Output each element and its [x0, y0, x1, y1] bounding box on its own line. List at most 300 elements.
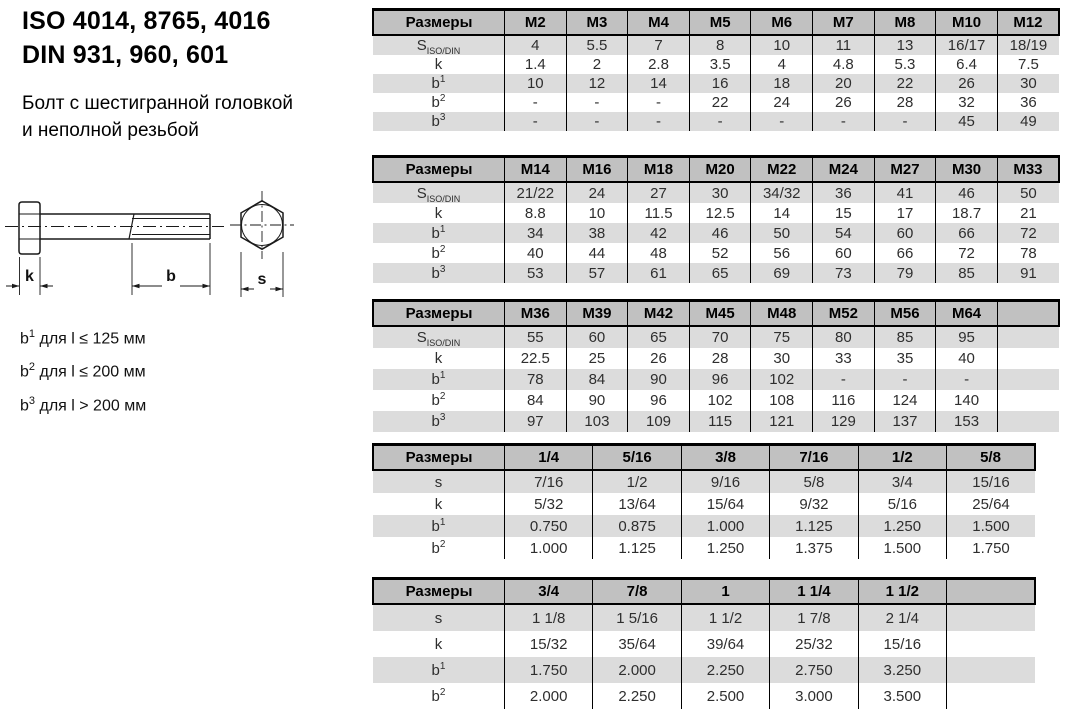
bolt-end-view — [230, 191, 294, 259]
value-cell: 0.750 — [505, 515, 593, 537]
table-metric-m14-m33 — [372, 155, 1060, 283]
col-header-M10: M10 — [936, 10, 998, 36]
row-label-base: b — [431, 264, 440, 282]
value-cell — [997, 369, 1059, 390]
value-cell: 11.5 — [628, 203, 690, 223]
value-cell: 35/64 — [593, 631, 681, 657]
value-cell: 21/22 — [505, 182, 567, 203]
footnote-b2-base: b — [20, 363, 29, 381]
row-label-base: b — [431, 392, 440, 409]
col-header-7-8: 7/8 — [593, 579, 681, 605]
value-cell: 9/32 — [770, 493, 858, 515]
value-cell: 45 — [936, 112, 998, 131]
value-cell: 129 — [813, 411, 875, 432]
row-label-k — [373, 348, 505, 369]
row-label-base: s — [434, 609, 443, 627]
value-cell: 10 — [566, 203, 628, 223]
col-header-M36: M36 — [505, 301, 567, 327]
table-wrap-m2-m12 — [372, 8, 1060, 131]
value-cell: 102 — [751, 369, 813, 390]
value-cell: 24 — [566, 182, 628, 203]
value-cell: 33 — [813, 348, 875, 369]
col-header-M8: M8 — [874, 10, 936, 36]
row-label-base: b — [431, 413, 440, 430]
row-label-k — [373, 493, 505, 515]
row-label-b1 — [373, 657, 505, 683]
value-cell: 16/17 — [936, 35, 998, 55]
table-row — [373, 631, 1035, 657]
value-cell: 1.000 — [505, 537, 593, 559]
table-header-row — [373, 445, 1035, 471]
footnote-b2-sup: 2 — [28, 361, 36, 374]
col-header-1-2: 1/2 — [858, 445, 946, 471]
value-cell: 2.750 — [770, 657, 858, 683]
row-label-superscript: 1 — [439, 370, 446, 381]
row-label-base: k — [434, 56, 443, 73]
value-cell: 153 — [936, 411, 998, 432]
value-cell: 7/16 — [505, 470, 593, 493]
value-cell — [947, 657, 1035, 683]
value-cell: 14 — [751, 203, 813, 223]
value-cell: 55 — [505, 326, 567, 348]
row-label-S-sub — [373, 326, 505, 348]
value-cell: 124 — [874, 390, 936, 411]
col-header-M33: M33 — [997, 157, 1059, 183]
col-header-empty — [947, 579, 1035, 605]
row-label-superscript: 2 — [439, 391, 446, 402]
dim-label-s: s — [257, 271, 267, 288]
table-wrap-imperial-large — [372, 577, 1036, 709]
row-label-base: b — [431, 244, 440, 262]
row-label-b2 — [373, 683, 505, 709]
value-cell: 72 — [997, 223, 1059, 243]
value-cell: 50 — [997, 182, 1059, 203]
value-cell: 35 — [874, 348, 936, 369]
row-label-base: b — [431, 687, 440, 705]
value-cell: 7 — [628, 35, 690, 55]
row-label-b2 — [373, 93, 505, 112]
value-cell: 1.250 — [681, 537, 769, 559]
row-label-b1 — [373, 223, 505, 243]
table-header-row — [373, 301, 1059, 327]
table-row — [373, 182, 1059, 203]
value-cell: 16 — [689, 74, 751, 93]
value-cell: 121 — [751, 411, 813, 432]
footnote-b1 — [20, 320, 146, 353]
value-cell — [997, 348, 1059, 369]
row-label-subscript: ISO/DIN — [426, 193, 461, 204]
value-cell: 102 — [689, 390, 751, 411]
col-header-M5: M5 — [689, 10, 751, 36]
value-cell: 90 — [628, 369, 690, 390]
value-cell: 25/64 — [947, 493, 1035, 515]
col-header-M18: M18 — [628, 157, 690, 183]
value-cell: 57 — [566, 263, 628, 283]
col-header-M4: M4 — [628, 10, 690, 36]
value-cell: 2.250 — [681, 657, 769, 683]
value-cell — [997, 390, 1059, 411]
table-row — [373, 112, 1059, 131]
value-cell: 84 — [505, 390, 567, 411]
col-header-M52: M52 — [813, 301, 875, 327]
table-metric-m2-m12 — [372, 8, 1060, 131]
col-header-M14: M14 — [505, 157, 567, 183]
value-cell: 60 — [566, 326, 628, 348]
value-cell: 1 1/2 — [681, 604, 769, 631]
row-label-b1 — [373, 74, 505, 93]
value-cell: - — [628, 112, 690, 131]
value-cell: 54 — [813, 223, 875, 243]
table-row — [373, 243, 1059, 263]
value-cell: 5/8 — [770, 470, 858, 493]
value-cell: 1.750 — [947, 537, 1035, 559]
row-label-b2 — [373, 243, 505, 263]
col-header-1: 1 — [681, 579, 769, 605]
footnote-b2 — [20, 353, 146, 386]
value-cell: 66 — [874, 243, 936, 263]
value-cell: 84 — [566, 369, 628, 390]
col-header-1-4: 1/4 — [505, 445, 593, 471]
row-label-S-sub — [373, 182, 505, 203]
value-cell: 21 — [997, 203, 1059, 223]
row-label-superscript: 3 — [439, 263, 446, 275]
row-label-b1 — [373, 515, 505, 537]
value-cell: 115 — [689, 411, 751, 432]
value-cell: - — [689, 112, 751, 131]
value-cell: - — [936, 369, 998, 390]
header-sizes-label: Размеры — [373, 579, 505, 605]
value-cell: 44 — [566, 243, 628, 263]
row-label-b2 — [373, 537, 505, 559]
value-cell: 1.375 — [770, 537, 858, 559]
col-header-1-1-4: 1 1/4 — [770, 579, 858, 605]
value-cell: 22.5 — [505, 348, 567, 369]
col-header-M27: M27 — [874, 157, 936, 183]
row-label-superscript: 3 — [439, 412, 446, 423]
value-cell: 40 — [505, 243, 567, 263]
row-label-base: b — [431, 113, 440, 130]
value-cell: 10 — [751, 35, 813, 55]
footnote-b3-text: для l > 200 мм — [39, 396, 147, 414]
value-cell: - — [874, 369, 936, 390]
row-label-superscript: 2 — [439, 686, 446, 698]
value-cell: 38 — [566, 223, 628, 243]
value-cell: 8 — [689, 35, 751, 55]
value-cell: 20 — [813, 74, 875, 93]
value-cell: 1 5/16 — [593, 604, 681, 631]
table-row — [373, 55, 1059, 74]
value-cell — [947, 683, 1035, 709]
value-cell: 15/16 — [947, 470, 1035, 493]
value-cell: 103 — [566, 411, 628, 432]
footnote-b2-text: для l ≤ 200 мм — [39, 363, 146, 381]
row-label-superscript: 1 — [439, 660, 446, 672]
table-row — [373, 604, 1035, 631]
value-cell: 2.8 — [628, 55, 690, 74]
value-cell: 108 — [751, 390, 813, 411]
col-header-M30: M30 — [936, 157, 998, 183]
table-header-row — [373, 10, 1059, 36]
value-cell: 15/16 — [858, 631, 946, 657]
value-cell: 66 — [936, 223, 998, 243]
value-cell: 73 — [813, 263, 875, 283]
value-cell: 12 — [566, 74, 628, 93]
value-cell: 17 — [874, 203, 936, 223]
value-cell: - — [813, 112, 875, 131]
value-cell: 46 — [936, 182, 998, 203]
bolt-drawing-svg — [0, 185, 370, 323]
value-cell: 5/32 — [505, 493, 593, 515]
table-row — [373, 223, 1059, 243]
value-cell: 24 — [751, 93, 813, 112]
standard-iso-title: ISO 4014, 8765, 4016 — [22, 7, 271, 35]
row-label-base: k — [434, 204, 443, 222]
value-cell: 1.4 — [505, 55, 567, 74]
col-header-M64: M64 — [936, 301, 998, 327]
value-cell: 1.500 — [947, 515, 1035, 537]
row-label-superscript: 2 — [439, 93, 446, 104]
value-cell: 56 — [751, 243, 813, 263]
row-label-base: k — [434, 635, 443, 653]
value-cell: 85 — [936, 263, 998, 283]
row-label-k — [373, 55, 505, 74]
value-cell: 5.5 — [566, 35, 628, 55]
col-header-empty — [997, 301, 1059, 327]
col-header-M20: M20 — [689, 157, 751, 183]
row-label-base: k — [434, 495, 443, 513]
value-cell — [997, 326, 1059, 348]
value-cell: 26 — [936, 74, 998, 93]
value-cell: 3.000 — [770, 683, 858, 709]
row-label-base: b — [431, 75, 440, 92]
value-cell: 1 1/8 — [505, 604, 593, 631]
value-cell: 26 — [813, 93, 875, 112]
table-row — [373, 470, 1035, 493]
value-cell: 39/64 — [681, 631, 769, 657]
standard-din-title: DIN 931, 960, 601 — [22, 41, 229, 69]
value-cell: 109 — [628, 411, 690, 432]
value-cell — [997, 411, 1059, 432]
dimension-b — [132, 243, 210, 295]
value-cell: 2.500 — [681, 683, 769, 709]
table-metric-m36-m64 — [372, 299, 1060, 432]
value-cell: 85 — [874, 326, 936, 348]
value-cell: 75 — [751, 326, 813, 348]
value-cell: 18 — [751, 74, 813, 93]
value-cell: 97 — [505, 411, 567, 432]
value-cell: 2 — [566, 55, 628, 74]
value-cell: 1.750 — [505, 657, 593, 683]
value-cell: 25 — [566, 348, 628, 369]
footnote-b3-base: b — [20, 396, 29, 414]
value-cell: 65 — [689, 263, 751, 283]
col-header-7-16: 7/16 — [770, 445, 858, 471]
table-row — [373, 515, 1035, 537]
value-cell: 42 — [628, 223, 690, 243]
footnote-b1-text: для l ≤ 125 мм — [39, 330, 146, 348]
value-cell: 34/32 — [751, 182, 813, 203]
value-cell: 10 — [505, 74, 567, 93]
table-row — [373, 683, 1035, 709]
col-header-5-16: 5/16 — [593, 445, 681, 471]
value-cell: 13 — [874, 35, 936, 55]
col-header-M39: M39 — [566, 301, 628, 327]
value-cell: - — [813, 369, 875, 390]
header-sizes-label: Размеры — [373, 301, 505, 327]
dim-label-b: b — [166, 268, 176, 285]
value-cell: 0.875 — [593, 515, 681, 537]
value-cell: 36 — [997, 93, 1059, 112]
col-header-M45: M45 — [689, 301, 751, 327]
value-cell: 96 — [689, 369, 751, 390]
row-label-b3 — [373, 411, 505, 432]
col-header-3-8: 3/8 — [681, 445, 769, 471]
value-cell: 25/32 — [770, 631, 858, 657]
row-label-subscript: ISO/DIN — [426, 46, 461, 56]
col-header-M12: M12 — [997, 10, 1059, 36]
value-cell: 36 — [813, 182, 875, 203]
value-cell: 2 1/4 — [858, 604, 946, 631]
value-cell: 7.5 — [997, 55, 1059, 74]
value-cell: 91 — [997, 263, 1059, 283]
bolt-side-view — [5, 202, 224, 254]
bolt-technical-drawing — [0, 185, 370, 323]
row-label-superscript: 2 — [439, 243, 446, 255]
col-header-M16: M16 — [566, 157, 628, 183]
value-cell: 72 — [936, 243, 998, 263]
value-cell: 61 — [628, 263, 690, 283]
value-cell: 11 — [813, 35, 875, 55]
value-cell: 2.000 — [593, 657, 681, 683]
value-cell: 78 — [505, 369, 567, 390]
value-cell: 9/16 — [681, 470, 769, 493]
value-cell: 78 — [997, 243, 1059, 263]
value-cell: 15/64 — [681, 493, 769, 515]
row-label-s — [373, 604, 505, 631]
value-cell: 1.000 — [681, 515, 769, 537]
value-cell: 65 — [628, 326, 690, 348]
value-cell: 15 — [813, 203, 875, 223]
value-cell: 50 — [751, 223, 813, 243]
value-cell: 1 7/8 — [770, 604, 858, 631]
value-cell: 30 — [751, 348, 813, 369]
col-header-M22: M22 — [751, 157, 813, 183]
table-imperial-quarter-to-5-8 — [372, 443, 1036, 559]
value-cell: 12.5 — [689, 203, 751, 223]
value-cell: 90 — [566, 390, 628, 411]
col-header-M7: M7 — [813, 10, 875, 36]
value-cell: 28 — [874, 93, 936, 112]
table-row — [373, 493, 1035, 515]
row-label-k — [373, 631, 505, 657]
col-header-M3: M3 — [566, 10, 628, 36]
subtitle-block — [22, 90, 293, 144]
value-cell: - — [505, 93, 567, 112]
value-cell: 18/19 — [997, 35, 1059, 55]
value-cell: 30 — [689, 182, 751, 203]
footnote-b3-sup: 3 — [28, 394, 36, 407]
col-header-M2: M2 — [505, 10, 567, 36]
bolt-description-line1: Болт с шестигранной головкой — [22, 93, 293, 114]
value-cell: 69 — [751, 263, 813, 283]
dimension-k — [6, 257, 53, 295]
table-row — [373, 74, 1059, 93]
value-cell: 6.4 — [936, 55, 998, 74]
value-cell: 53 — [505, 263, 567, 283]
table-row — [373, 93, 1059, 112]
col-header-5-8: 5/8 — [947, 445, 1035, 471]
value-cell: 4 — [505, 35, 567, 55]
value-cell: - — [751, 112, 813, 131]
table-row — [373, 411, 1059, 432]
value-cell: 8.8 — [505, 203, 567, 223]
value-cell: 116 — [813, 390, 875, 411]
value-cell: 140 — [936, 390, 998, 411]
footnotes-block — [20, 320, 146, 420]
value-cell: 52 — [689, 243, 751, 263]
value-cell: 3.5 — [689, 55, 751, 74]
footnote-b1-sup: 1 — [28, 328, 36, 340]
row-label-base: b — [431, 661, 440, 679]
value-cell: 79 — [874, 263, 936, 283]
table-row — [373, 203, 1059, 223]
row-label-superscript: 1 — [439, 223, 446, 235]
col-header-M24: M24 — [813, 157, 875, 183]
table-wrap-m36-m64 — [372, 299, 1060, 432]
bolt-description-line2: и неполной резьбой — [22, 120, 199, 141]
value-cell: 15/32 — [505, 631, 593, 657]
value-cell: 5.3 — [874, 55, 936, 74]
footnote-b1-base: b — [20, 330, 29, 348]
value-cell: 80 — [813, 326, 875, 348]
value-cell: 1.500 — [858, 537, 946, 559]
table-wrap-imperial-small — [372, 443, 1036, 559]
col-header-M6: M6 — [751, 10, 813, 36]
value-cell: 96 — [628, 390, 690, 411]
value-cell: 70 — [689, 326, 751, 348]
table-row — [373, 263, 1059, 283]
row-label-superscript: 2 — [439, 538, 446, 550]
value-cell: 14 — [628, 74, 690, 93]
value-cell: 3.500 — [858, 683, 946, 709]
header-sizes-label: Размеры — [373, 10, 505, 36]
value-cell: - — [874, 112, 936, 131]
row-label-base: k — [434, 350, 443, 367]
row-label-superscript: 3 — [439, 112, 446, 123]
value-cell: 48 — [628, 243, 690, 263]
value-cell: - — [566, 112, 628, 131]
row-label-base: b — [431, 371, 440, 388]
row-label-base: b — [431, 539, 440, 557]
value-cell: 4.8 — [813, 55, 875, 74]
row-label-base: b — [431, 224, 440, 242]
table-row — [373, 348, 1059, 369]
value-cell: 40 — [936, 348, 998, 369]
row-label-base: b — [431, 94, 440, 111]
value-cell: 60 — [874, 223, 936, 243]
table-row — [373, 369, 1059, 390]
col-header-3-4: 3/4 — [505, 579, 593, 605]
value-cell: 26 — [628, 348, 690, 369]
value-cell: 60 — [813, 243, 875, 263]
value-cell: 13/64 — [593, 493, 681, 515]
value-cell: 1.125 — [593, 537, 681, 559]
value-cell: 46 — [689, 223, 751, 243]
value-cell: - — [566, 93, 628, 112]
table-row — [373, 35, 1059, 55]
footnote-b3 — [20, 387, 146, 420]
value-cell: 30 — [997, 74, 1059, 93]
